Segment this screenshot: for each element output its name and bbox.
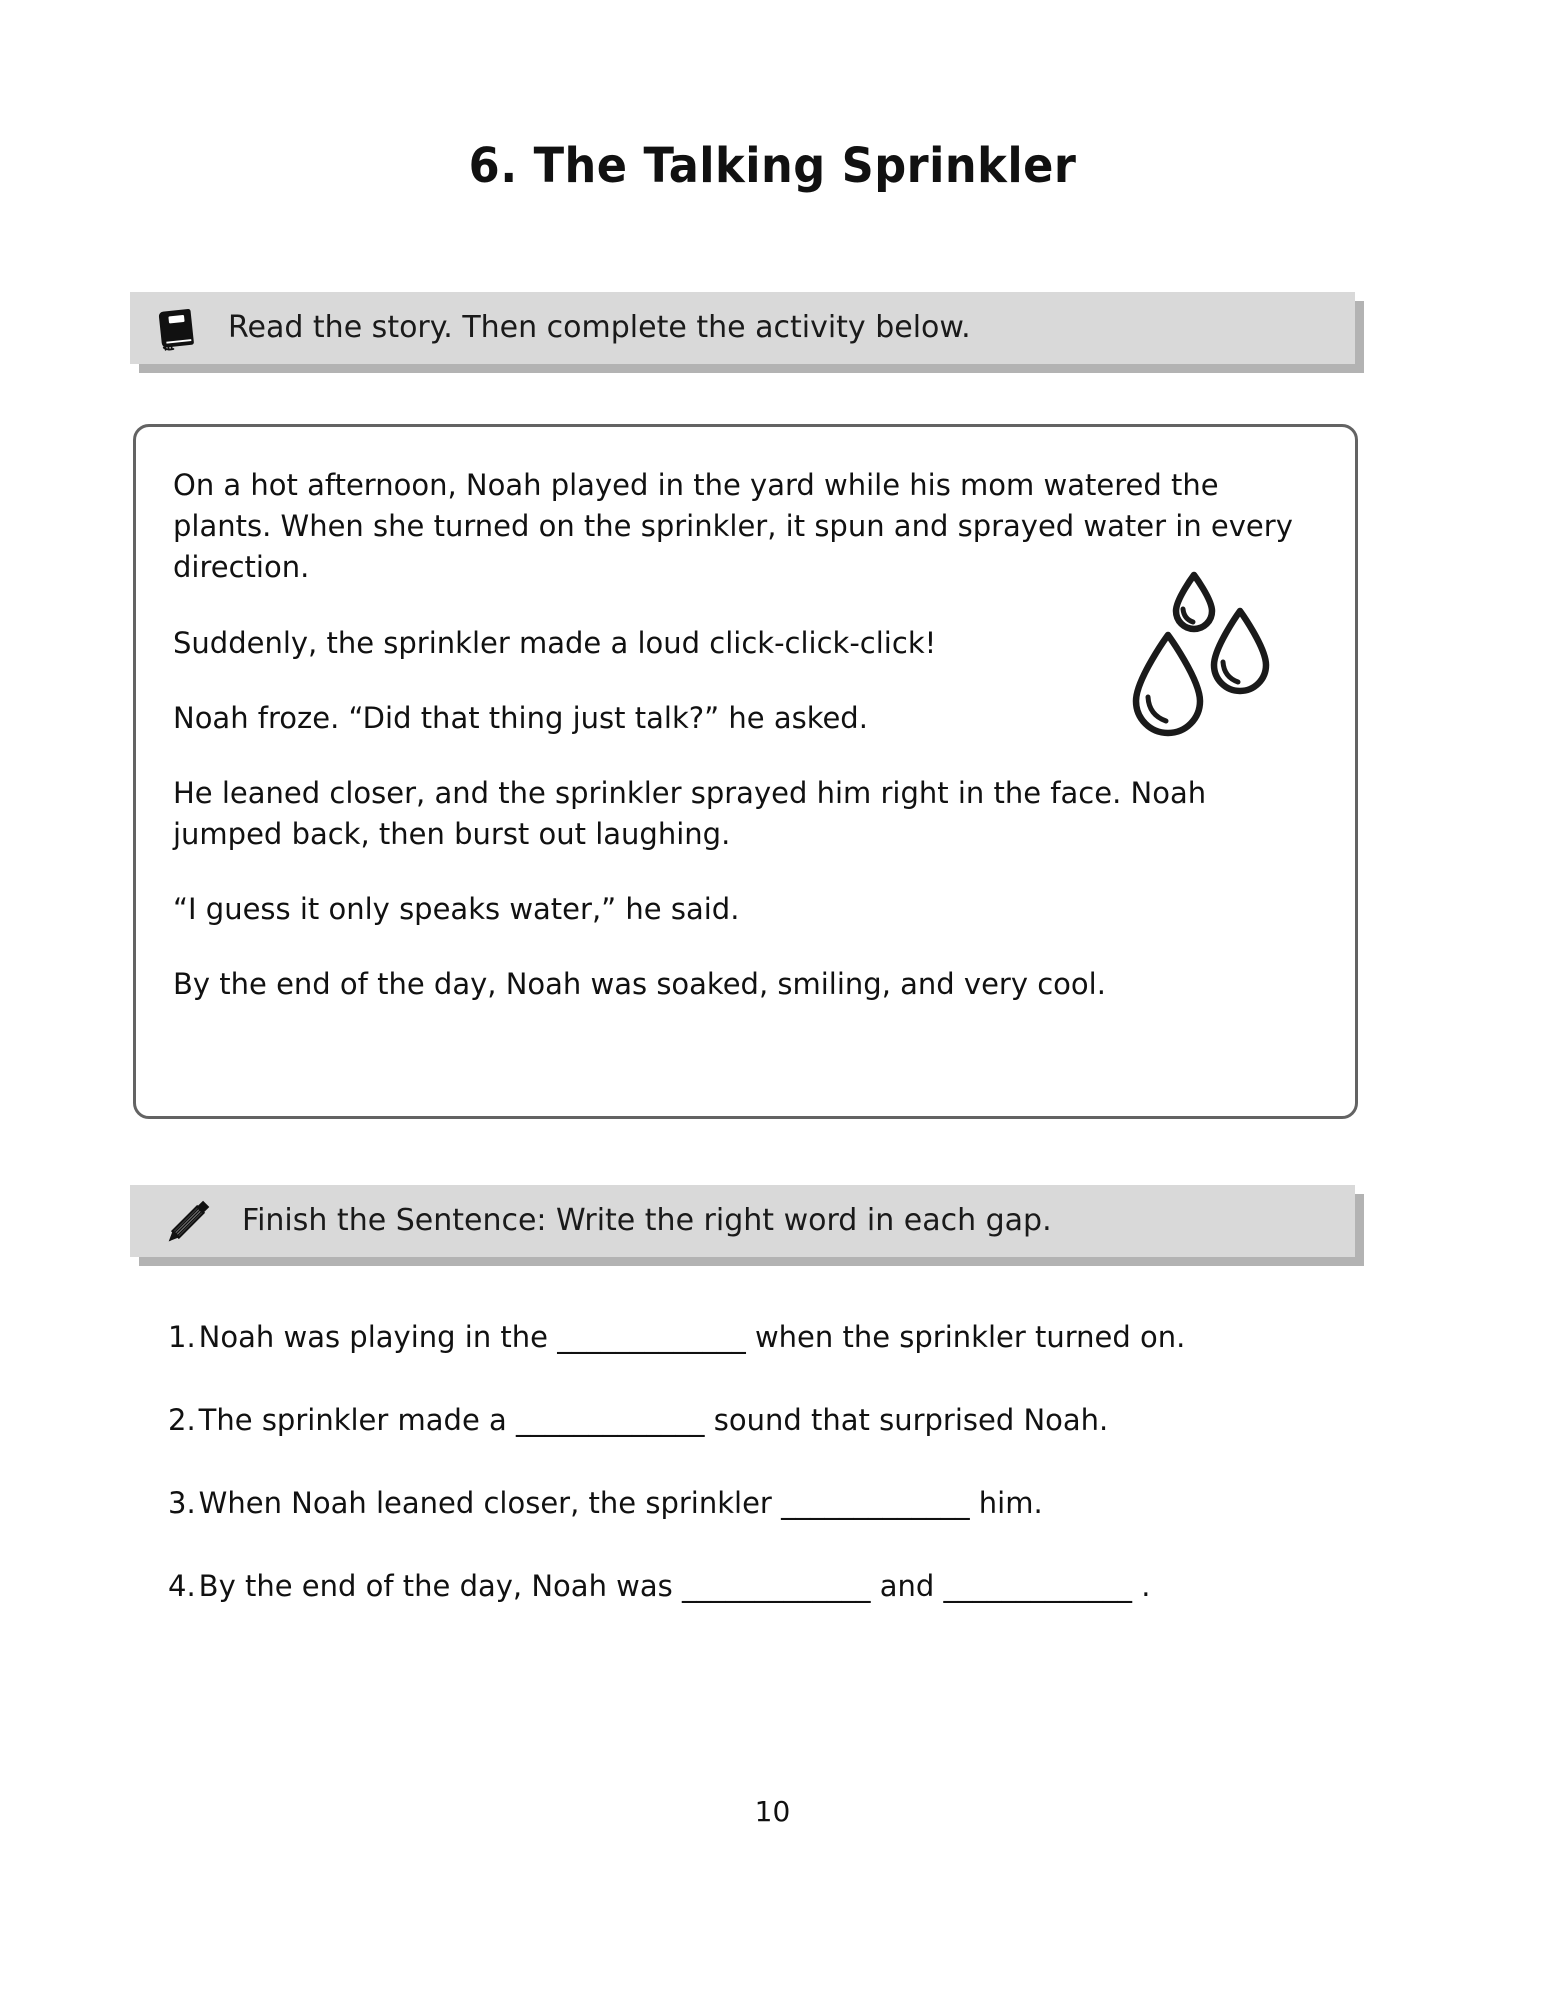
question-number: 2. bbox=[168, 1403, 196, 1438]
instruction-banner-activity bbox=[130, 1185, 1355, 1257]
question-number: 3. bbox=[168, 1486, 196, 1521]
story-box bbox=[133, 424, 1358, 1119]
page-title: 6. The Talking Sprinkler bbox=[468, 138, 1077, 194]
question-item bbox=[168, 1567, 1348, 1606]
question-item bbox=[168, 1401, 1348, 1440]
question-text[interactable]: By the end of the day, Noah was _____________ and _____________ . bbox=[198, 1569, 1151, 1604]
story-paragraph: Suddenly, the sprinkler made a loud click-click-click! bbox=[173, 625, 937, 660]
question-item bbox=[168, 1318, 1348, 1357]
story-paragraph: Noah froze. “Did that thing just talk?” he asked. bbox=[173, 700, 868, 735]
question-text[interactable]: When Noah leaned closer, the sprinkler _____________ him. bbox=[198, 1486, 1043, 1521]
instruction-banner-read bbox=[130, 292, 1355, 364]
story-paragraph: “I guess it only speaks water,” he said. bbox=[173, 892, 740, 927]
question-number: 4. bbox=[168, 1569, 196, 1604]
water-droplets-icon bbox=[1122, 563, 1297, 738]
book-icon bbox=[152, 301, 206, 355]
pencil-icon bbox=[162, 1194, 216, 1248]
instruction-banner-read-label: Read the story. Then complete the activity below. bbox=[228, 310, 971, 345]
question-number: 1. bbox=[168, 1320, 196, 1354]
questions-list bbox=[168, 1318, 1348, 1651]
story-paragraph: He leaned closer, and the sprinkler sprayed him right in the face. Noah jumped back, then burst out laughing. bbox=[173, 775, 1207, 852]
instruction-banner-activity-label: Finish the Sentence: Write the right word in each gap. bbox=[242, 1203, 1052, 1238]
question-text[interactable]: The sprinkler made a _____________ sound that surprised Noah. bbox=[198, 1403, 1109, 1438]
story-paragraph: By the end of the day, Noah was soaked, smiling, and very cool. bbox=[173, 967, 1106, 1002]
question-item bbox=[168, 1484, 1348, 1523]
page-number: 10 bbox=[754, 1795, 791, 1828]
story-paragraph: On a hot afternoon, Noah played in the yard while his mom watered the plants. When she turned on the sprinkler, it spun and sprayed water in every direction. bbox=[173, 468, 1293, 585]
question-text[interactable]: Noah was playing in the _____________ when the sprinkler turned on. bbox=[198, 1320, 1186, 1354]
